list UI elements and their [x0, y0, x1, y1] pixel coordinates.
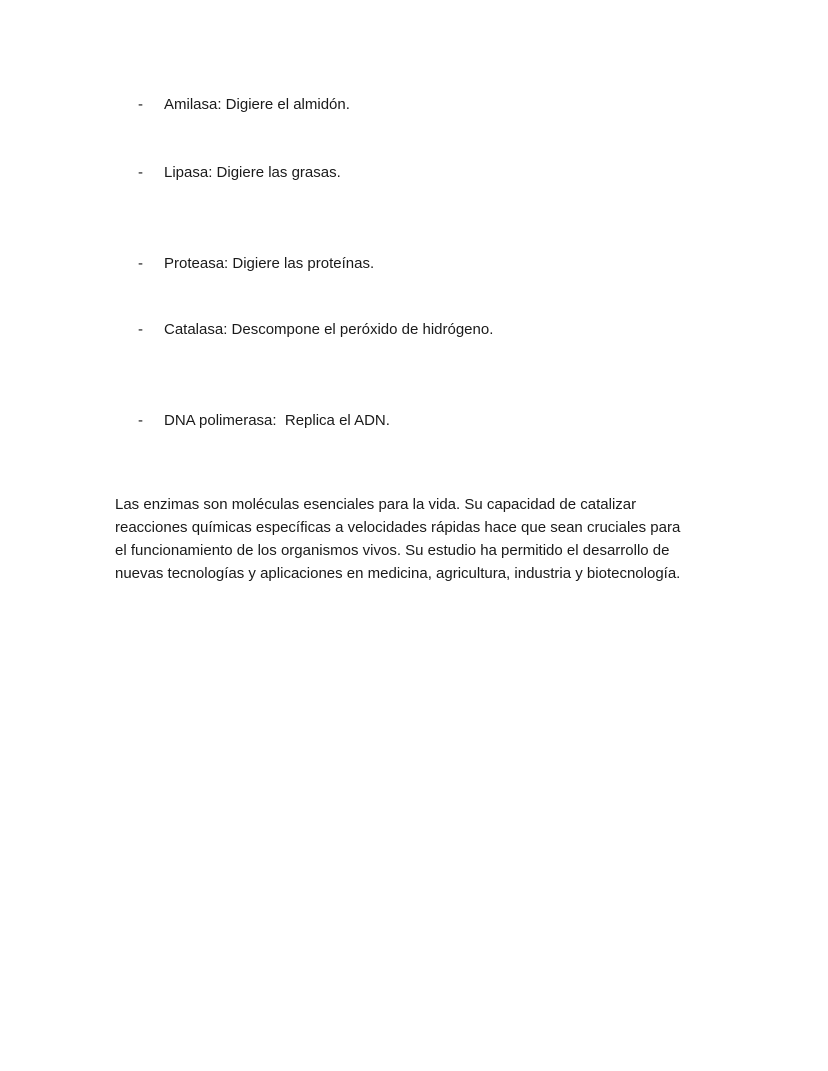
list-item [138, 320, 493, 340]
conclusion-paragraph [115, 493, 725, 585]
list-bullet: - [138, 255, 143, 272]
paragraph-line: reacciones químicas específicas a velocidades rápidas hace que sean cruciales para [115, 519, 681, 536]
list-item-text: Proteasa: Digiere las proteínas. [164, 255, 375, 272]
list-item [138, 95, 350, 115]
list-item-text: Amilasa: Digiere el almidón. [164, 96, 350, 113]
list-bullet: - [138, 321, 143, 338]
list-bullet: - [138, 164, 143, 181]
list-item [138, 254, 374, 274]
list-item [138, 163, 341, 183]
list-item-text: Catalasa: Descompone el peróxido de hidrógeno. [164, 321, 494, 338]
list-bullet: - [138, 412, 143, 429]
paragraph-line: Las enzimas son moléculas esenciales para la vida. Su capacidad de catalizar [115, 496, 637, 513]
paragraph-line: el funcionamiento de los organismos vivos. Su estudio ha permitido el desarrollo de [115, 542, 670, 559]
list-item [138, 411, 390, 431]
list-item-text: DNA polimerasa: Replica el ADN. [164, 412, 390, 429]
list-item-text: Lipasa: Digiere las grasas. [164, 164, 341, 181]
list-bullet: - [138, 96, 143, 113]
paragraph-line: nuevas tecnologías y aplicaciones en medicina, agricultura, industria y biotecnología. [115, 565, 681, 582]
